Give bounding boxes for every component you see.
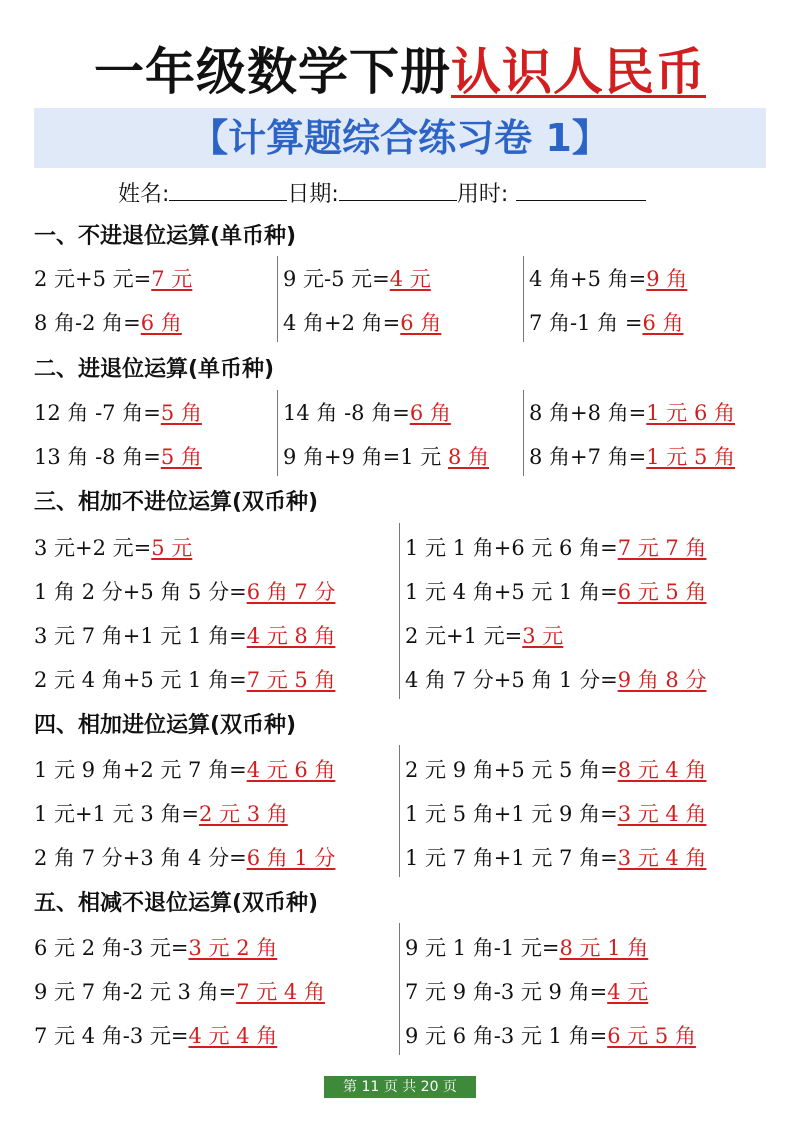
question: 2 元+5 元= xyxy=(34,267,152,291)
question: 1 元+1 元 3 角= xyxy=(34,802,199,826)
question: 7 元 9 角-3 元 9 角= xyxy=(405,980,608,1004)
question: 9 角+9 角=1 元 xyxy=(283,445,448,469)
column-divider xyxy=(399,523,400,699)
page-number: 第 11 页 共 20 页 xyxy=(324,1076,476,1098)
problem xyxy=(34,755,335,785)
problem xyxy=(34,621,335,651)
section-heading: 一、不进退位运算(单币种) xyxy=(34,224,297,249)
question: 1 元 5 角+1 元 9 角= xyxy=(405,802,618,826)
date-blank[interactable] xyxy=(339,178,457,201)
answer: 7 元 4 角 xyxy=(236,980,325,1004)
answer: 7 元 xyxy=(151,267,193,291)
answer: 7 元 7 角 xyxy=(617,536,707,560)
problem xyxy=(34,577,335,607)
answer: 2 元 3 角 xyxy=(198,802,288,826)
problem xyxy=(529,308,684,338)
problem xyxy=(34,533,192,563)
answer: 4 元 6 角 xyxy=(246,758,336,782)
problem xyxy=(283,398,451,428)
answer: 6 角 xyxy=(140,311,182,335)
answer: 5 角 xyxy=(160,445,202,469)
answer: 3 元 xyxy=(522,624,564,648)
section-heading: 三、相加不进位运算(双币种) xyxy=(34,490,319,515)
answer: 6 角 7 分 xyxy=(246,580,336,604)
answer: 1 元 6 角 xyxy=(646,401,736,425)
problem xyxy=(405,843,706,873)
question: 1 元 7 角+1 元 7 角= xyxy=(405,846,618,870)
problem xyxy=(34,264,192,294)
question: 3 元 7 角+1 元 1 角= xyxy=(34,624,247,648)
section-heading: 二、进退位运算(单币种) xyxy=(34,357,275,382)
problem xyxy=(405,977,648,1007)
answer: 3 元 4 角 xyxy=(617,846,707,870)
answer: 7 元 5 角 xyxy=(246,668,336,692)
question: 1 元 9 角+2 元 7 角= xyxy=(34,758,247,782)
problem xyxy=(34,665,335,695)
problem xyxy=(34,977,325,1007)
problem xyxy=(405,1021,696,1051)
question: 1 元 4 角+5 元 1 角= xyxy=(405,580,618,604)
student-info xyxy=(118,178,646,210)
column-divider xyxy=(399,923,400,1055)
question: 2 元 9 角+5 元 5 角= xyxy=(405,758,618,782)
problem xyxy=(34,398,202,428)
answer: 6 角 xyxy=(409,401,451,425)
problem xyxy=(405,665,706,695)
answer: 9 角 xyxy=(646,267,688,291)
problem xyxy=(34,308,182,338)
question: 4 角+2 角= xyxy=(283,311,401,335)
answer: 4 元 xyxy=(389,267,431,291)
problem xyxy=(405,621,563,651)
question: 9 元 6 角-3 元 1 角= xyxy=(405,1024,608,1048)
date-label: 日期: xyxy=(287,182,339,207)
answer: 1 元 5 角 xyxy=(646,445,736,469)
problem xyxy=(405,577,706,607)
problem xyxy=(529,398,735,428)
question: 2 角 7 分+3 角 4 分= xyxy=(34,846,247,870)
question: 1 元 1 角+6 元 6 角= xyxy=(405,536,618,560)
question: 8 角+8 角= xyxy=(529,401,647,425)
problem xyxy=(529,442,735,472)
answer: 6 角 xyxy=(400,311,442,335)
answer: 8 元 1 角 xyxy=(559,936,649,960)
answer: 8 角 xyxy=(447,445,490,469)
time-blank[interactable] xyxy=(516,178,646,201)
title-part2: 认识人民币 xyxy=(451,43,706,101)
answer: 5 角 xyxy=(160,401,202,425)
answer: 8 元 4 角 xyxy=(617,758,707,782)
section-heading: 四、相加进位运算(双币种) xyxy=(34,713,297,738)
answer: 6 角 xyxy=(642,311,684,335)
answer: 9 角 8 分 xyxy=(617,668,707,692)
title-part1: 一年级数学下册 xyxy=(94,43,451,101)
column-divider xyxy=(399,745,400,877)
answer: 6 元 5 角 xyxy=(607,1024,696,1048)
problem xyxy=(283,264,431,294)
problem xyxy=(405,533,706,563)
name-blank[interactable] xyxy=(169,178,287,201)
problem xyxy=(405,933,648,963)
answer: 4 元 4 角 xyxy=(188,1024,278,1048)
question: 9 元 7 角-2 元 3 角= xyxy=(34,980,237,1004)
question: 6 元 2 角-3 元= xyxy=(34,936,189,960)
problem xyxy=(34,843,335,873)
question: 2 元 4 角+5 元 1 角= xyxy=(34,668,247,692)
question: 4 角 7 分+5 角 1 分= xyxy=(405,668,618,692)
column-divider xyxy=(277,256,278,342)
question: 14 角 -8 角= xyxy=(283,401,410,425)
question: 13 角 -8 角= xyxy=(34,445,161,469)
problem xyxy=(405,755,706,785)
problem xyxy=(34,442,202,472)
question: 4 角+5 角= xyxy=(529,267,647,291)
answer: 6 元 5 角 xyxy=(617,580,707,604)
section-heading: 五、相减不退位运算(双币种) xyxy=(34,891,319,916)
problem xyxy=(405,799,706,829)
problem xyxy=(34,933,277,963)
problem xyxy=(283,308,441,338)
answer: 4 元 xyxy=(607,980,649,1004)
column-divider xyxy=(523,256,524,342)
column-divider xyxy=(277,390,278,476)
problem xyxy=(34,1021,277,1051)
page-title xyxy=(0,42,800,102)
question: 12 角 -7 角= xyxy=(34,401,161,425)
column-divider xyxy=(523,390,524,476)
question: 1 角 2 分+5 角 5 分= xyxy=(34,580,247,604)
name-label: 姓名: xyxy=(118,182,170,207)
question: 8 角-2 角= xyxy=(34,311,141,335)
problem xyxy=(34,799,288,829)
problem xyxy=(529,264,687,294)
question: 2 元+1 元= xyxy=(405,624,523,648)
answer: 4 元 8 角 xyxy=(246,624,336,648)
question: 8 角+7 角= xyxy=(529,445,647,469)
problem xyxy=(283,442,489,472)
question: 7 角-1 角 = xyxy=(529,311,643,335)
worksheet-banner: 【计算题综合练习卷 1】 xyxy=(34,108,766,168)
answer: 6 角 1 分 xyxy=(246,846,336,870)
answer: 3 元 2 角 xyxy=(188,936,278,960)
question: 3 元+2 元= xyxy=(34,536,152,560)
question: 7 元 4 角-3 元= xyxy=(34,1024,189,1048)
time-label: 用时: xyxy=(456,182,509,207)
answer: 5 元 xyxy=(151,536,193,560)
question: 9 元 1 角-1 元= xyxy=(405,936,560,960)
question: 9 元-5 元= xyxy=(283,267,390,291)
answer: 3 元 4 角 xyxy=(617,802,707,826)
